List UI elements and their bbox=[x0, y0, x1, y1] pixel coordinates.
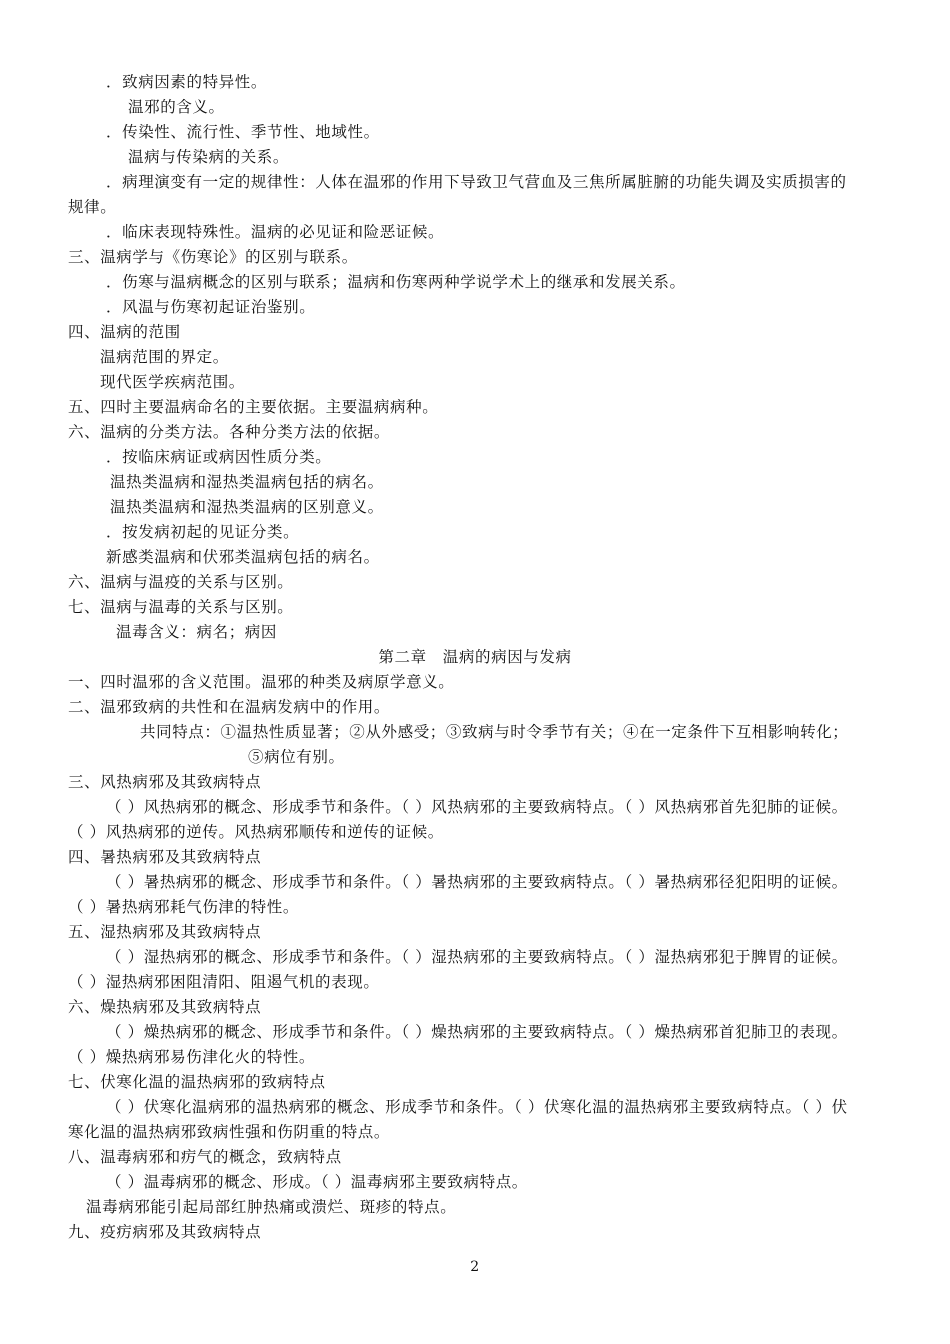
section-heading: 七、温病与温毒的关系与区别。 bbox=[68, 598, 294, 616]
text-line: （ ）湿热病邪的概念、形成季节和条件。（ ）湿热病邪的主要致病特点。（ ）湿热病邪犯于脾胃的证候。 bbox=[106, 948, 848, 966]
section-heading: 五、湿热病邪及其致病特点 bbox=[68, 923, 262, 941]
section-heading: 一、四时温邪的含义范围。温邪的种类及病原学意义。 bbox=[68, 673, 455, 691]
text-line: 温病与传染病的关系。 bbox=[128, 148, 290, 166]
text-line: （ ）风热病邪的逆传。风热病邪顺传和逆传的证候。 bbox=[68, 823, 444, 841]
text-line: 新感类温病和伏邪类温病包括的病名。 bbox=[106, 548, 380, 566]
text-line: 寒化温的温热病邪致病性强和伤阴重的特点。 bbox=[68, 1123, 391, 1141]
text-line: 温热类温病和湿热类温病包括的病名。 bbox=[110, 473, 384, 491]
text-line: ．风温与伤寒初起证治鉴别。 bbox=[106, 298, 316, 316]
text-line: ．按临床病证或病因性质分类。 bbox=[106, 448, 332, 466]
chapter-title: 第二章 温病的病因与发病 bbox=[378, 648, 572, 666]
text-line: 规律。 bbox=[68, 198, 117, 216]
text-line: 温病范围的界定。 bbox=[100, 348, 229, 366]
section-heading: 七、伏寒化温的温热病邪的致病特点 bbox=[68, 1073, 326, 1091]
section-heading: 三、风热病邪及其致病特点 bbox=[68, 773, 262, 791]
text-line: （ ）湿热病邪困阻清阳、阻遏气机的表现。 bbox=[68, 973, 380, 991]
text-line: ．临床表现特殊性。温病的必见证和险恶证候。 bbox=[106, 223, 445, 241]
text-line: 现代医学疾病范围。 bbox=[100, 373, 245, 391]
section-heading: 六、燥热病邪及其致病特点 bbox=[68, 998, 262, 1016]
text-line: 温毒含义：病名；病因 bbox=[116, 623, 278, 641]
section-heading: 三、温病学与《伤寒论》的区别与联系。 bbox=[68, 248, 358, 266]
section-heading: 四、温病的范围 bbox=[68, 323, 181, 341]
section-heading: 六、温病与温疫的关系与区别。 bbox=[68, 573, 294, 591]
text-line: ．按发病初起的见证分类。 bbox=[106, 523, 300, 541]
section-heading: 九、疫疠病邪及其致病特点 bbox=[68, 1223, 262, 1241]
text-line: （ ）暑热病邪耗气伤津的特性。 bbox=[68, 898, 299, 916]
section-heading: 二、温邪致病的共性和在温病发病中的作用。 bbox=[68, 698, 391, 716]
text-line: （ ）燥热病邪的概念、形成季节和条件。（ ）燥热病邪的主要致病特点。（ ）燥热病邪首犯肺卫的表现。 bbox=[106, 1023, 848, 1041]
page-number: 2 bbox=[470, 1259, 480, 1275]
text-line: 温邪的含义。 bbox=[128, 98, 225, 116]
text-line: （ ）温毒病邪的概念、形成。（ ）温毒病邪主要致病特点。 bbox=[106, 1173, 528, 1191]
section-heading: 五、四时主要温病命名的主要依据。主要温病病种。 bbox=[68, 398, 439, 416]
text-line: （ ）燥热病邪易伤津化火的特性。 bbox=[68, 1048, 316, 1066]
text-line: （ ）伏寒化温病邪的温热病邪的概念、形成季节和条件。（ ）伏寒化温的温热病邪主要致病特点。（ ）伏 bbox=[106, 1098, 848, 1116]
text-line: 共同特点：①温热性质显著；②从外感受；③致病与时令季节有关；④在一定条件下互相影响转化； bbox=[140, 723, 849, 741]
text-line: （ ）风热病邪的概念、形成季节和条件。（ ）风热病邪的主要致病特点。（ ）风热病邪首先犯肺的证候。 bbox=[106, 798, 848, 816]
text-line: ⑤病位有别。 bbox=[248, 748, 345, 766]
text-line: （ ）暑热病邪的概念、形成季节和条件。（ ）暑热病邪的主要致病特点。（ ）暑热病邪径犯阳明的证候。 bbox=[106, 873, 848, 891]
text-line: ．病理演变有一定的规律性：人体在温邪的作用下导致卫气营血及三焦所属脏腑的功能失调及实质损害的 bbox=[106, 173, 847, 191]
section-heading: 四、暑热病邪及其致病特点 bbox=[68, 848, 262, 866]
text-line: ．传染性、流行性、季节性、地域性。 bbox=[106, 123, 380, 141]
section-heading: 六、温病的分类方法。各种分类方法的依据。 bbox=[68, 423, 391, 441]
text-line: ．致病因素的特异性。 bbox=[106, 73, 268, 91]
section-heading: 八、温毒病邪和疠气的概念，致病特点 bbox=[68, 1148, 342, 1166]
text-line: 温热类温病和湿热类温病的区别意义。 bbox=[110, 498, 384, 516]
text-line: 温毒病邪能引起局部红肿热痛或溃烂、斑疹的特点。 bbox=[86, 1198, 457, 1216]
text-line: ．伤寒与温病概念的区别与联系；温病和伤寒两种学说学术上的继承和发展关系。 bbox=[106, 273, 686, 291]
